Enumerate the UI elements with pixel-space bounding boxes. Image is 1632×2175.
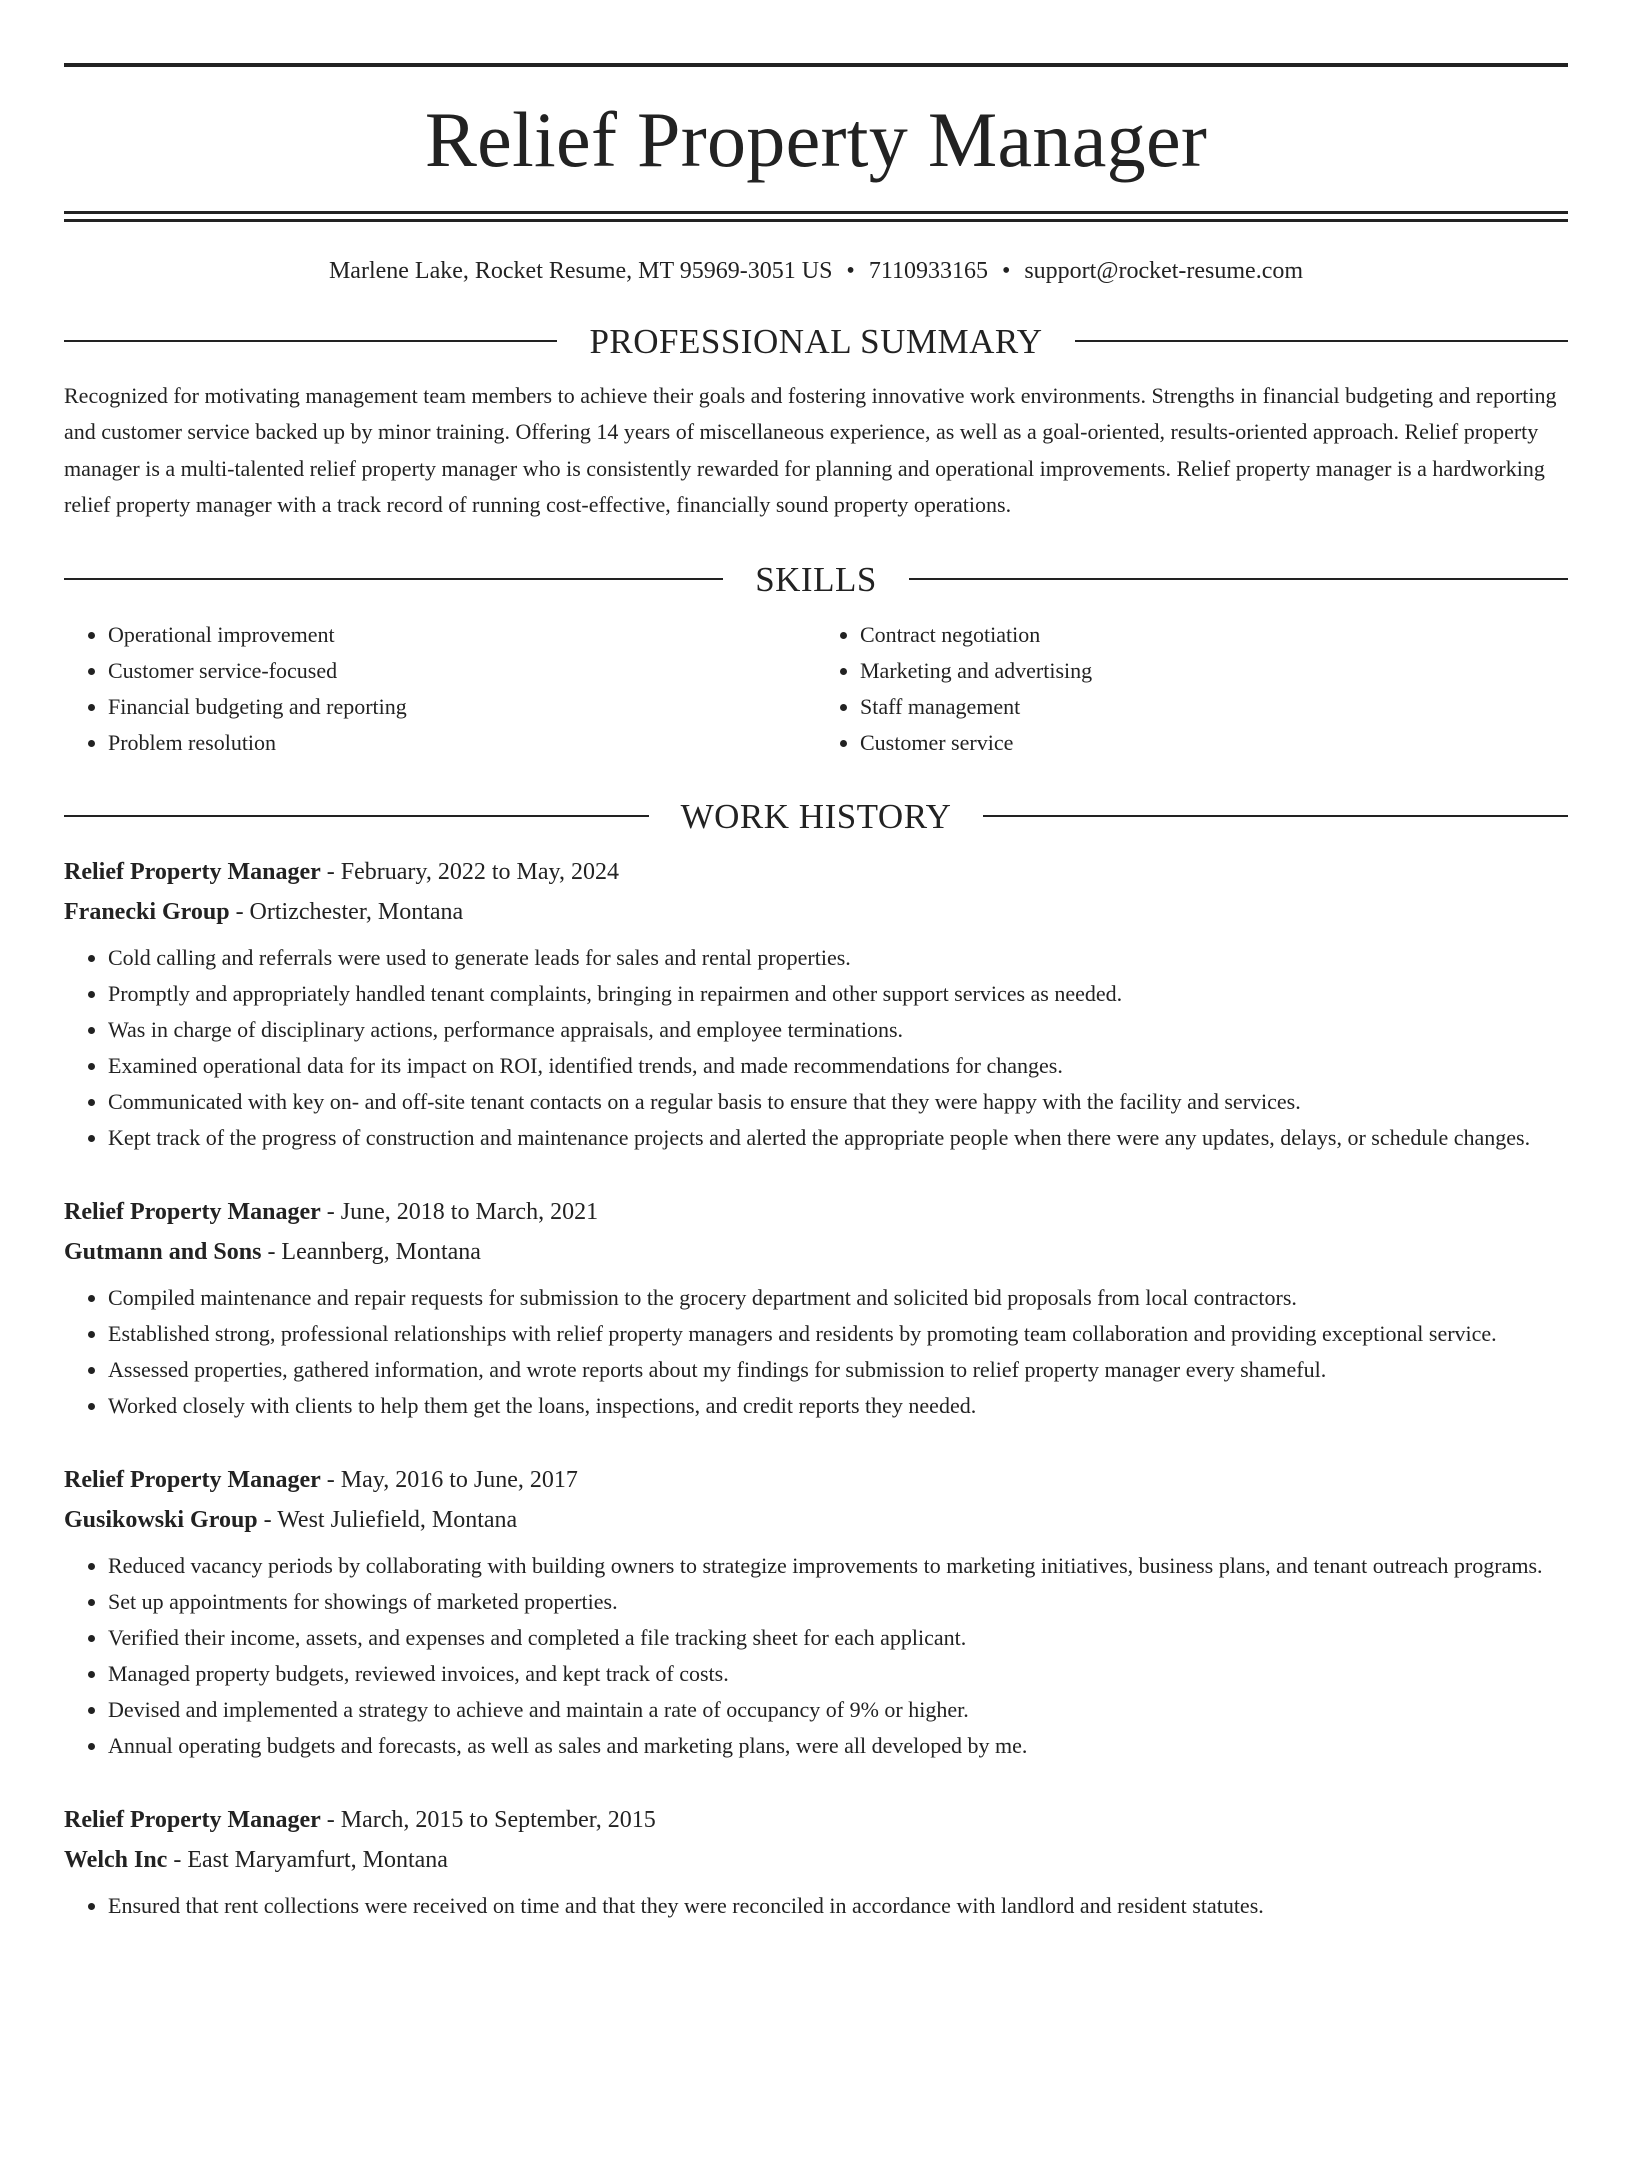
job-role: Relief Property Manager — [64, 1806, 321, 1833]
job-title-line — [64, 1460, 1568, 1500]
skills-column-right — [816, 617, 1568, 761]
job-bullet: • Verified their income, assets, and expenses and completed a file tracking sheet for each applicant. — [108, 1620, 1568, 1656]
job-bullet: • Managed property budgets, reviewed invoices, and kept track of costs. — [108, 1656, 1568, 1692]
job-bullet: • Was in charge of disciplinary actions, performance appraisals, and employee terminations. — [108, 1012, 1568, 1048]
job-company: Gutmann and Sons — [64, 1238, 262, 1265]
resume-name: Relief Property Manager — [424, 96, 1208, 183]
job-dates: - June, 2018 to March, 2021 — [320, 1198, 599, 1225]
job-bullet: • Cold calling and referrals were used to generate leads for sales and rental properties. — [108, 940, 1568, 976]
contact-separator: • — [846, 258, 855, 284]
contact-phone: 7110933165 — [868, 258, 988, 284]
job-bullets — [64, 1280, 1568, 1424]
header-double-rule — [64, 211, 1568, 222]
skills-list — [64, 617, 1568, 761]
heading-rule — [983, 815, 1568, 817]
job-bullet: • Ensured that rent collections were received on time and that they were reconciled in accordance with landlord and resident statutes. — [108, 1888, 1568, 1924]
job-bullet: • Reduced vacancy periods by collaborating with building owners to strategize improvements to marketing initiatives, business plans, and tenant outreach programs. — [108, 1548, 1568, 1584]
contact-address: Marlene Lake, Rocket Resume, MT 95969-3051 US — [328, 258, 833, 284]
job-entry — [64, 852, 1568, 1156]
skill-item: • Operational improvement — [108, 617, 816, 653]
work-heading — [64, 796, 1568, 836]
job-location: - Ortizchester, Montana — [229, 898, 464, 925]
skill-item: • Staff management — [860, 689, 1568, 725]
skills-column-left — [64, 617, 816, 761]
contact-separator: • — [1001, 258, 1011, 284]
heading-rule — [64, 815, 649, 817]
skill-item: • Marketing and advertising — [860, 653, 1568, 689]
job-company-line — [64, 1840, 1568, 1880]
job-entry — [64, 1460, 1568, 1764]
skill-item: • Financial budgeting and reporting — [108, 689, 816, 725]
job-bullet: • Annual operating budgets and forecasts, as well as sales and marketing plans, were all developed by me. — [108, 1728, 1568, 1764]
work-title: WORK HISTORY — [680, 796, 952, 836]
job-title-line — [64, 1192, 1568, 1232]
job-location: - Leannberg, Montana — [261, 1238, 481, 1265]
top-rule — [64, 63, 1568, 67]
heading-rule — [909, 578, 1568, 580]
job-bullet: • Devised and implemented a strategy to achieve and maintain a rate of occupancy of 9% or higher. — [108, 1692, 1568, 1728]
job-bullet: • Established strong, professional relationships with relief property managers and residents by promoting team collaboration and providing exceptional service. — [108, 1316, 1568, 1352]
job-bullet: • Compiled maintenance and repair requests for submission to the grocery department and solicited bid proposals from local contractors. — [108, 1280, 1568, 1316]
skill-item: • Contract negotiation — [860, 617, 1568, 653]
job-bullets — [64, 1888, 1568, 1924]
job-title-line — [64, 1800, 1568, 1840]
job-role: Relief Property Manager — [64, 1466, 321, 1493]
job-entry — [64, 1800, 1568, 1924]
skill-item: • Customer service-focused — [108, 653, 816, 689]
job-bullet: • Communicated with key on- and off-site tenant contacts on a regular basis to ensure that they were happy with the facility and services. — [108, 1084, 1568, 1120]
job-bullet: • Assessed properties, gathered information, and wrote reports about my findings for submission to relief property manager every shameful. — [108, 1352, 1568, 1388]
job-bullets — [64, 1548, 1568, 1764]
heading-rule — [1075, 340, 1568, 342]
job-title-line — [64, 852, 1568, 892]
job-company: Franecki Group — [64, 898, 230, 925]
resume-page — [0, 63, 1632, 2175]
job-role: Relief Property Manager — [64, 1198, 321, 1225]
summary-title: PROFESSIONAL SUMMARY — [589, 321, 1043, 361]
summary-text: Recognized for motivating management team members to achieve their goals and fostering innovative work environments. Strengths in financial budgeting and reporting and customer service backed up by minor training. Offering 14 years of miscellaneous experience, as well as a goal-oriented, results-oriented approach. Relief property manager is a multi-talented relief property manager who is consistently rewarded for planning and operational improvements. Relief property manager is a hardworking relief property manager with a track record of running cost-effective, financially sound property operations. — [64, 382, 1557, 518]
job-bullet: • Worked closely with clients to help them get the loans, inspections, and credit reports they needed. — [108, 1388, 1568, 1424]
skill-item: • Customer service — [860, 725, 1568, 761]
job-role: Relief Property Manager — [64, 858, 321, 885]
heading-rule — [64, 340, 557, 342]
summary-heading — [64, 321, 1568, 361]
job-dates: - February, 2022 to May, 2024 — [320, 858, 619, 885]
job-company: Gusikowski Group — [64, 1506, 258, 1533]
job-bullet: • Set up appointments for showings of marketed properties. — [108, 1584, 1568, 1620]
job-bullets — [64, 940, 1568, 1156]
job-location: - West Juliefield, Montana — [257, 1506, 518, 1533]
job-company: Welch Inc — [64, 1846, 168, 1873]
skills-heading — [64, 559, 1568, 599]
contact-email: support@rocket-resume.com — [1024, 258, 1304, 284]
job-bullet: • Examined operational data for its impact on ROI, identified trends, and made recommendations for changes. — [108, 1048, 1568, 1084]
job-dates: - May, 2016 to June, 2017 — [320, 1466, 578, 1493]
job-company-line — [64, 1232, 1568, 1272]
job-dates: - March, 2015 to September, 2015 — [320, 1806, 656, 1833]
job-company-line — [64, 892, 1568, 932]
job-bullet: • Kept track of the progress of construction and maintenance projects and alerted the appropriate people when there were any updates, delays, or schedule changes. — [108, 1120, 1568, 1156]
job-entry — [64, 1192, 1568, 1424]
job-bullet: • Promptly and appropriately handled tenant complaints, bringing in repairmen and other support services as needed. — [108, 976, 1568, 1012]
skills-title: SKILLS — [755, 559, 877, 599]
job-company-line — [64, 1500, 1568, 1540]
skill-item: • Problem resolution — [108, 725, 816, 761]
heading-rule — [64, 578, 723, 580]
job-location: - East Maryamfurt, Montana — [167, 1846, 448, 1873]
contact-line — [64, 257, 1568, 286]
